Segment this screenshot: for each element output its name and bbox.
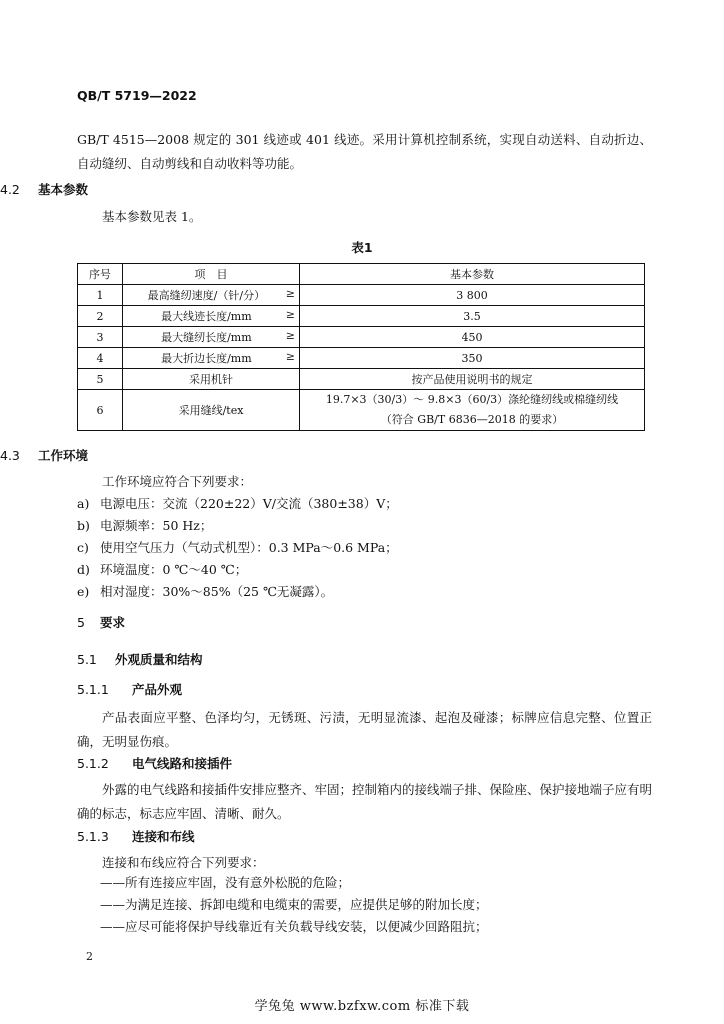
heading-number: 5.1.2 — [77, 756, 109, 771]
sec-4-2-text: 基本参数见表 1。 — [102, 209, 202, 224]
row-item-label: 采用缝线/tex — [178, 404, 244, 417]
row-item-label: 最高缝纫速度/（针/分） — [147, 289, 266, 302]
table-header-row — [78, 264, 645, 285]
row-value: 350 — [300, 348, 645, 369]
row-no: 6 — [78, 390, 123, 431]
row-item-symbol: ≥ — [285, 308, 295, 321]
row-item-symbol: ≥ — [285, 329, 295, 342]
heading-number: 4.2 — [0, 182, 20, 197]
table-row — [78, 285, 645, 306]
row-value-line2: （符合 GB/T 6836—2018 的要求） — [380, 413, 564, 426]
list-text: 环境温度：0 ℃～40 ℃； — [100, 562, 248, 577]
heading-title: 产品外观 — [132, 682, 183, 697]
heading-5-1-3 — [77, 827, 195, 845]
row-value: 3 800 — [300, 285, 645, 306]
row-item — [123, 390, 300, 431]
row-value-line1: 19.7×3（30/3）～ 9.8×3（60/3）涤纶缝纫线或棉缝纫线 — [325, 393, 619, 406]
parameter-table — [77, 263, 645, 431]
table-row — [78, 369, 645, 390]
row-no: 5 — [78, 369, 123, 390]
list-marker: c) — [77, 540, 89, 555]
heading-number: 5.1 — [77, 652, 97, 667]
row-no: 2 — [78, 306, 123, 327]
row-item — [123, 369, 300, 390]
footer-watermark: 学兔兔 www.bzfxw.com 标准下载 — [254, 999, 470, 1014]
heading-5 — [77, 613, 125, 631]
list-text: 相对湿度：30%～85%（25 ℃无凝露）。 — [100, 584, 334, 599]
list-marker: d) — [77, 562, 90, 577]
heading-5-1-1 — [77, 680, 182, 698]
row-item-symbol: ≥ — [285, 287, 295, 300]
heading-4-2 — [0, 180, 88, 198]
row-item — [123, 285, 300, 306]
list-item: ——应尽可能将保护导线靠近有关负载导线安装，以便减少回路阻抗； — [100, 919, 488, 934]
list-marker: e) — [77, 584, 90, 599]
heading-5-1-2 — [77, 754, 232, 772]
intro-paragraph: GB/T 4515—2008 规定的 301 线迹或 401 线迹。采用计算机控制系统，实现自动送料、自动折边、自动缝纫、自动剪线和自动收料等功能。 — [77, 132, 652, 171]
header-no: 序号 — [78, 264, 123, 285]
list-text: 电源频率：50 Hz； — [100, 518, 213, 533]
row-no: 3 — [78, 327, 123, 348]
list-text: 电源电压：交流（220±22）V/交流（380±38）V； — [100, 496, 398, 511]
row-value: 450 — [300, 327, 645, 348]
list-item — [77, 560, 247, 578]
list-item — [77, 494, 398, 512]
list-item: ——为满足连接、拆卸电缆和电缆束的需要，应提供足够的附加长度； — [100, 897, 488, 912]
list-item — [77, 516, 212, 534]
sec-5-1-2-text: 外露的电气线路和接插件安排应整齐、牢固；控制箱内的接线端子排、保险座、保护接地端子应有明确的标志，标志应牢固、清晰、耐久。 — [77, 782, 653, 821]
list-marker: a) — [77, 496, 90, 511]
header-value: 基本参数 — [300, 264, 645, 285]
heading-title: 基本参数 — [38, 182, 89, 197]
list-text: 使用空气压力（气动式机型）：0.3 MPa～0.6 MPa； — [100, 540, 398, 555]
list-marker: b) — [77, 518, 90, 533]
row-no: 4 — [78, 348, 123, 369]
list-item — [77, 582, 333, 600]
standard-number: QB/T 5719—2022 — [77, 88, 197, 103]
heading-5-1 — [77, 650, 203, 668]
heading-title: 连接和布线 — [132, 829, 195, 844]
sec-5-1-3-text: 连接和布线应符合下列要求： — [102, 855, 265, 870]
heading-title: 要求 — [100, 615, 126, 630]
table-row — [78, 390, 645, 431]
list-item: ——所有连接应牢固，没有意外松脱的危险； — [100, 875, 351, 890]
row-value: 按产品使用说明书的规定 — [300, 369, 645, 390]
heading-number: 5.1.3 — [77, 829, 109, 844]
header-item: 项 目 — [123, 264, 300, 285]
sec-5-1-1-text: 产品表面应平整、色泽均匀，无锈斑、污渍，无明显流漆、起泡及碰漆；标牌应信息完整、位置正确，无明显伤痕。 — [77, 710, 652, 749]
row-item-symbol: ≥ — [285, 350, 295, 363]
heading-number: 4.3 — [0, 448, 20, 463]
table-row — [78, 306, 645, 327]
row-item — [123, 327, 300, 348]
heading-number: 5.1.1 — [77, 682, 109, 697]
table-row — [78, 348, 645, 369]
row-item — [123, 306, 300, 327]
table-row — [78, 327, 645, 348]
row-item-label: 采用机针 — [189, 373, 233, 386]
table-caption: 表1 — [351, 240, 373, 255]
list-item — [77, 538, 398, 556]
heading-4-3 — [0, 446, 88, 464]
row-no: 1 — [78, 285, 123, 306]
heading-title: 工作环境 — [38, 448, 89, 463]
sec-4-3-text: 工作环境应符合下列要求： — [102, 474, 253, 489]
heading-number: 5 — [77, 615, 85, 630]
row-value: 3.5 — [300, 306, 645, 327]
heading-title: 电气线路和接插件 — [132, 756, 233, 771]
row-item-label: 最大折边长度/mm — [161, 352, 252, 365]
row-value — [300, 390, 645, 431]
heading-title: 外观质量和结构 — [115, 652, 203, 667]
row-item — [123, 348, 300, 369]
row-item-label: 最大缝纫长度/mm — [161, 331, 252, 344]
row-item-label: 最大线迹长度/mm — [161, 310, 252, 323]
page-number: 2 — [86, 950, 93, 963]
